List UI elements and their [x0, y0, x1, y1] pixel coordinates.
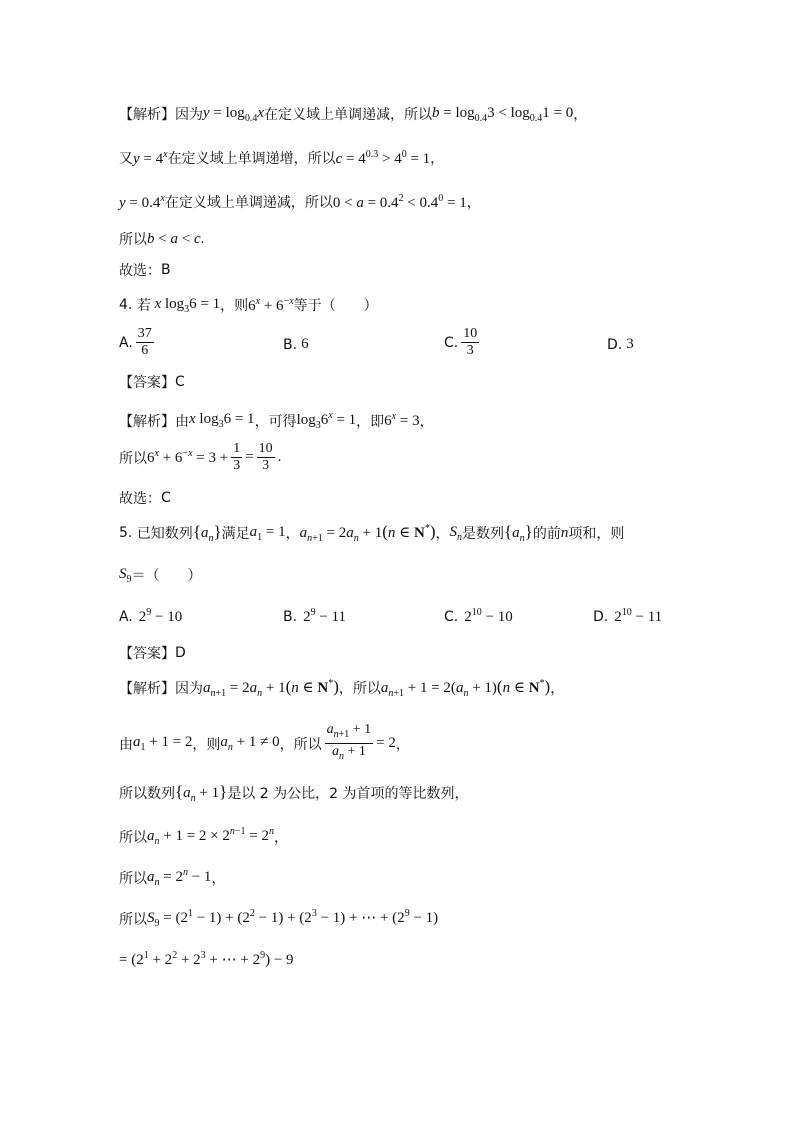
q4-option-c: C. $\frac{10}{3}$: [444, 326, 478, 358]
analysis-q4-line-2: 所以 $6^x + 6^{-x} = 3$ + $\frac{1}{3}$ = $\frac{10}{3}$ .: [119, 441, 282, 473]
q5-option-d: D. $2^{10} - 11$: [593, 607, 663, 625]
q4-option-d: D. 3: [607, 336, 634, 353]
analysis-q5-line-2: 由 $a_1 + 1 = 2$ ，则 $a_n + 1 \ne 0$ ， 所以 $\frac{a_{n+1} + 1}{a_n + 1}$ = 2 ，: [119, 722, 714, 765]
analysis-label: 【解析】: [119, 681, 175, 697]
analysis-q5-line-7: [119, 950, 714, 969]
math: $a_{n+1} = 2a_n + 1(n$ ∈ N*): [203, 677, 339, 699]
answer-label: 【答案】: [119, 646, 175, 662]
fraction: $\frac{37}{6}$: [137, 326, 152, 358]
answer-value: C: [161, 490, 171, 506]
math: $c = 4^{0.3} > 4^0 = 1$: [335, 148, 431, 167]
math: $a_n + 1 = 2 \times 2^{n-1} = 2^n$: [147, 826, 274, 847]
math: $y = 0.4^x$: [119, 192, 165, 211]
math: $y = 4^x$: [133, 148, 168, 167]
math: $\{a_n\}$: [504, 522, 533, 544]
math: $b = \log_{0.4}3 < \log_{0.4}1 = 0$: [431, 104, 574, 124]
math: $a_{n+1} = 2a_n + 1(n$ ∈ N*): [299, 522, 436, 544]
math: = ($2^1 + 2^2 + 2^3$ + ⋯ + $2^9) - 9$: [119, 950, 294, 968]
math: $a_{n+1} + 1 = 2(a_n + 1)(n$ ∈ N*): [380, 677, 551, 699]
answer-value: B: [161, 262, 171, 278]
analysis-q5-line-3: 所以 数列 $\{a_n + 1\}$ 是以 2 为公比，2 为首项的等比数列，: [119, 782, 469, 804]
math: $S_9$: [119, 565, 132, 585]
question-4: 4. 若 x $\log_36 = 1$ ，则 $6^x + 6^{-x}$ 等于（ ）: [119, 295, 378, 315]
choose-line-q4: 故选： C: [119, 490, 171, 507]
math: $S_n$: [449, 523, 462, 543]
analysis-line-4: 所以 b < a < c.: [119, 230, 205, 248]
analysis-q5-line-4: 所以 $a_n + 1 = 2 \times 2^{n-1} = 2^n$ ，: [119, 826, 288, 847]
analysis-q5-line-5: 所以 $a_n = 2^n - 1$ ，: [119, 867, 226, 888]
answer-value: C: [175, 374, 185, 390]
math: $\log_36^x = 1$: [296, 410, 357, 431]
math: $a_n = 2^n - 1$: [147, 867, 212, 888]
math: $a_n + 1 \ne 0$: [220, 734, 280, 753]
fraction: $\frac{10}{3}$: [463, 326, 478, 358]
math: $6^x = 3$: [384, 411, 420, 429]
question-number: 5.: [119, 525, 133, 541]
math: $6^x + 6^{-x} = 3$ +: [147, 448, 229, 466]
analysis-label: 【解析】: [119, 413, 175, 430]
fraction: $\frac{a_{n+1} + 1}{a_n + 1}$: [326, 722, 372, 762]
q5-option-a: A. $2^9 - 10$: [119, 607, 183, 625]
q5-option-b: B. $2^9 - 11$: [283, 607, 346, 625]
math: $\{a_n + 1\}$: [175, 782, 228, 804]
question-5: 5. 已知数列 $\{a_n\}$ 满足 $a_1 = 1$ ， $a_{n+1} = 2a_n + 1(n$ ∈ N*) ， $S_n$ 是数列 $\{a_n\}$ 的前 n 项和，则: [119, 522, 625, 544]
answer-line-q5: [119, 643, 714, 663]
question-5-line-2: $S_9$ ＝（ ）: [119, 565, 202, 585]
choose-line-q3: 故选： B: [119, 262, 171, 279]
math: $S_9 = (2^1 - 1) + (2^2 - 1) + (2^3 - 1)$ + ⋯ + $(2^9 - 1)$: [147, 908, 439, 929]
fraction: $\frac{10}{3}$: [258, 441, 273, 473]
analysis-q5-line-1: 【解析】 因为 $a_{n+1} = 2a_n + 1(n$ ∈ N*) ， 所以 $a_{n+1} + 1 = 2(a_n + 1)(n$ ∈ N*) ，: [119, 677, 565, 699]
answer-value: D: [175, 645, 186, 661]
math: $\{a_n\}$: [192, 522, 222, 544]
analysis-line-1: 【解析】 因为 $y = \log_{0.4}x$ 在定义域上单调递减， 所以 $b = \log_{0.4}3 < \log_{0.4}1 = 0$ ，: [119, 104, 588, 124]
q4-option-b: B. 6: [283, 336, 309, 353]
math: $a_1 + 1 = 2$: [133, 734, 193, 753]
analysis-line-2: 又 $y = 4^x$ 在定义域上单调递增， 所以 $c = 4^{0.3} > 4^0 = 1$ ，: [119, 148, 445, 167]
q5-option-c: C. $2^{10} - 10$: [444, 607, 513, 625]
answer-line-q4: [119, 372, 714, 392]
analysis-line-3: $y = 0.4^x$ 在定义域上单调递减， 所以 $0 < a = 0.4^2 < 0.4^0 = 1$ ，: [119, 192, 481, 211]
math: x $\log_36 = 1$: [189, 411, 255, 430]
math: $y = \log_{0.4}x$: [203, 104, 264, 124]
analysis-label: 【解析】: [119, 107, 175, 123]
analysis-q4-line-1: 【解析】 由 x $\log_36 = 1$ ，可得 $\log_36^x = 1$ ，即 $6^x = 3$ ，: [119, 410, 434, 431]
analysis-q5-line-6: 所以 $S_9 = (2^1 - 1) + (2^2 - 1) + (2^3 - 1)$ + ⋯ + $(2^9 - 1)$: [119, 908, 439, 929]
q4-option-a: A. $\frac{37}{6}$: [119, 326, 152, 358]
math: $6^x + 6^{-x}$: [248, 295, 294, 314]
fraction: $\frac{1}{3}$: [233, 441, 241, 473]
math: $0 < a = 0.4^2 < 0.4^0 = 1$: [332, 192, 467, 211]
math: $a_1 = 1$: [249, 523, 286, 543]
answer-label: 【答案】: [119, 375, 175, 391]
math: x $\log_36 = 1$: [154, 295, 221, 315]
question-number: 4.: [119, 297, 133, 313]
math: b < a < c.: [147, 230, 205, 247]
